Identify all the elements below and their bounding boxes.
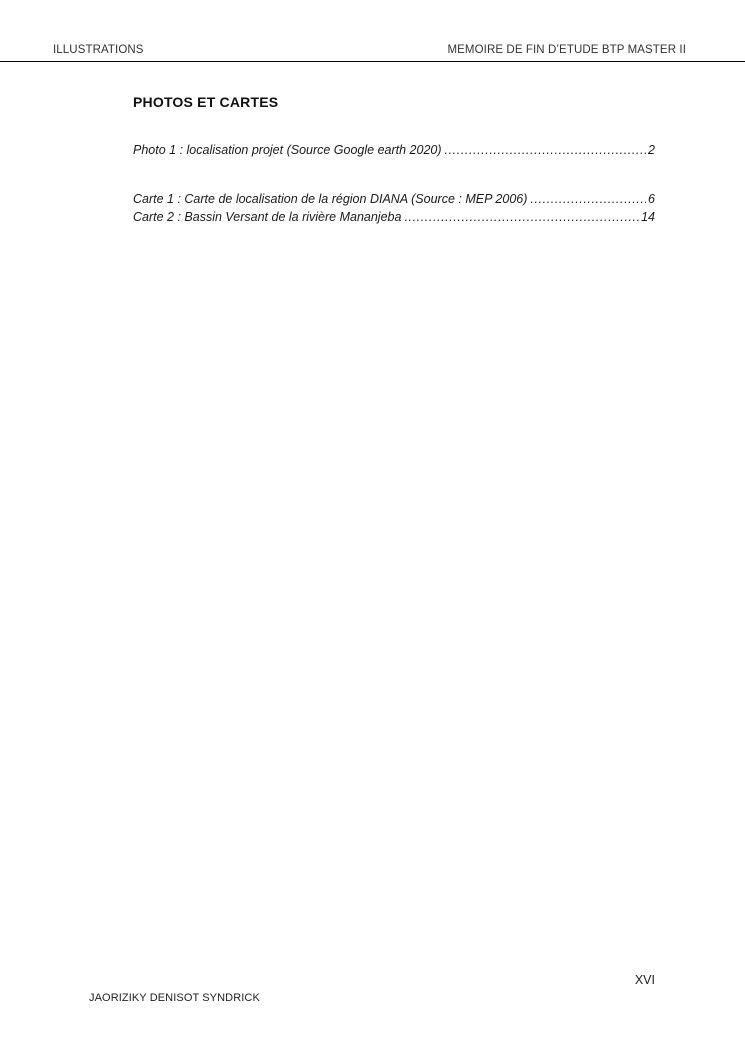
toc-entry-label: Carte 2 : Bassin Versant de la rivière Mananjeba bbox=[133, 210, 402, 224]
section-title: PHOTOS ET CARTES bbox=[133, 94, 279, 110]
header-divider bbox=[0, 61, 745, 62]
toc-entry-page: 6 bbox=[648, 192, 655, 206]
header-document-title: MEMOIRE DE FIN D’ETUDE BTP MASTER II bbox=[447, 44, 686, 56]
page-header bbox=[53, 40, 686, 62]
toc-entry-carte-1[interactable] bbox=[133, 192, 655, 210]
header-section-label: ILLUSTRATIONS bbox=[53, 44, 144, 56]
page-number: XVI bbox=[634, 973, 655, 987]
toc-entry-page: 14 bbox=[641, 210, 655, 224]
toc-dot-leader bbox=[404, 210, 639, 224]
toc-entry-carte-2[interactable] bbox=[133, 210, 655, 228]
toc-dot-leader bbox=[530, 192, 646, 206]
footer-author: JAORIZIKY DENISOT SYNDRICK bbox=[89, 992, 260, 1004]
toc-entry-label: Photo 1 : localisation projet (Source Google earth 2020) bbox=[133, 143, 442, 157]
toc-entry-photo-1[interactable] bbox=[133, 143, 655, 161]
toc-entry-label: Carte 1 : Carte de localisation de la région DIANA (Source : MEP 2006) bbox=[133, 192, 528, 206]
toc-entry-page: 2 bbox=[648, 143, 655, 157]
toc-dot-leader bbox=[445, 143, 647, 157]
